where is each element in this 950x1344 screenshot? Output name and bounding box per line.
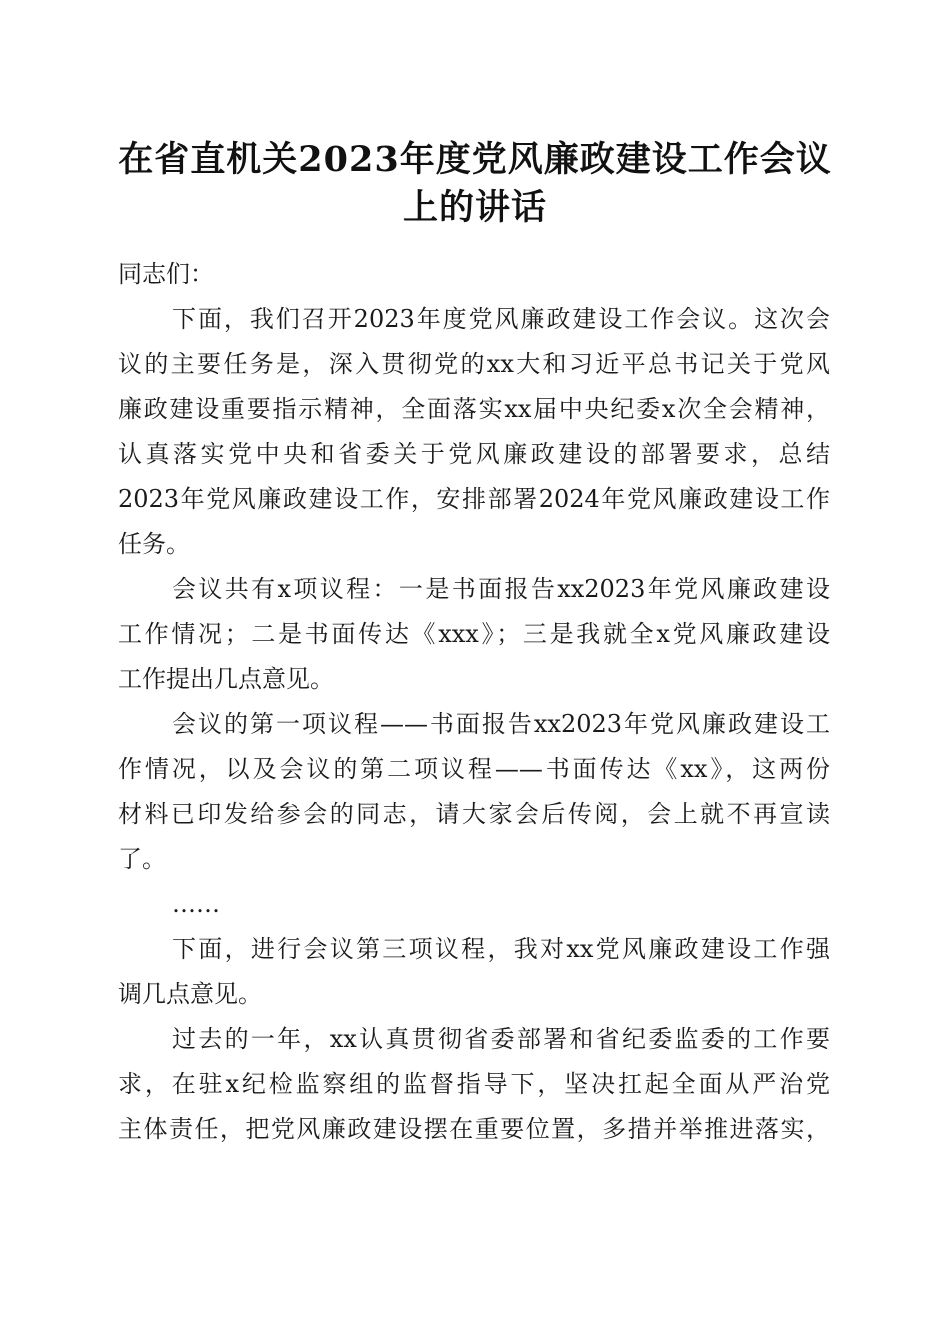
paragraph-5 <box>118 1017 830 1152</box>
paragraph-line: 下面，我们召开2023年度党风廉政建设工作会议。这次会 <box>172 305 830 333</box>
title-line-2: 上的讲话 <box>402 187 547 228</box>
paragraph-4 <box>118 927 830 1017</box>
paragraph-2 <box>118 567 830 702</box>
paragraph-ellipsis <box>118 882 830 927</box>
paragraph-line: 主体责任，把党风廉政建设摆在重要位置，多措并举推进落实， <box>118 1115 830 1143</box>
paragraph-line: 廉政建设重要指示精神，全面落实xx届中央纪委x次全会精神， <box>118 395 830 423</box>
paragraph-3 <box>118 702 830 882</box>
paragraph-line: 工作情况；二是书面传达《xxx》；三是我就全x党风廉政建设 <box>118 620 830 648</box>
paragraph-line: 任务。 <box>118 530 190 558</box>
paragraph-line: 过去的一年，xx认真贯彻省委部署和省纪委监委的工作要 <box>172 1025 830 1053</box>
paragraph-line: 下面，进行会议第三项议程，我对xx党风廉政建设工作强 <box>172 935 830 963</box>
paragraph-line: 求，在驻x纪检监察组的监督指导下，坚决扛起全面从严治党 <box>118 1070 830 1098</box>
paragraph-line: 认真落实党中央和省委关于党风廉政建设的部署要求，总结 <box>118 440 830 468</box>
title-line-1: 在省直机关2023年度党风廉政建设工作会议 <box>118 139 832 180</box>
paragraph-line: 会议的第一项议程——书面报告xx2023年党风廉政建设工 <box>172 710 830 738</box>
salutation: 同志们： <box>118 260 214 288</box>
paragraph-line: 议的主要任务是，深入贯彻党的xx大和习近平总书记关于党风 <box>118 350 830 378</box>
paragraph-line: 材料已印发给参会的同志，请大家会后传阅，会上就不再宣读 <box>118 800 830 828</box>
paragraph-line: 工作提出几点意见。 <box>118 665 334 693</box>
paragraph-line: 2023年党风廉政建设工作，安排部署2024年党风廉政建设工作 <box>118 485 830 513</box>
paragraph-1 <box>118 297 830 567</box>
paragraph-line: 了。 <box>118 845 166 873</box>
ellipsis-line: …… <box>172 890 220 918</box>
document-body <box>118 252 830 1152</box>
document-title <box>100 136 850 232</box>
paragraph-line: 调几点意见。 <box>118 980 262 1008</box>
paragraph-line: 会议共有x项议程：一是书面报告xx2023年党风廉政建设 <box>172 575 830 603</box>
paragraph-line: 作情况，以及会议的第二项议程——书面传达《xx》，这两份 <box>118 755 830 783</box>
